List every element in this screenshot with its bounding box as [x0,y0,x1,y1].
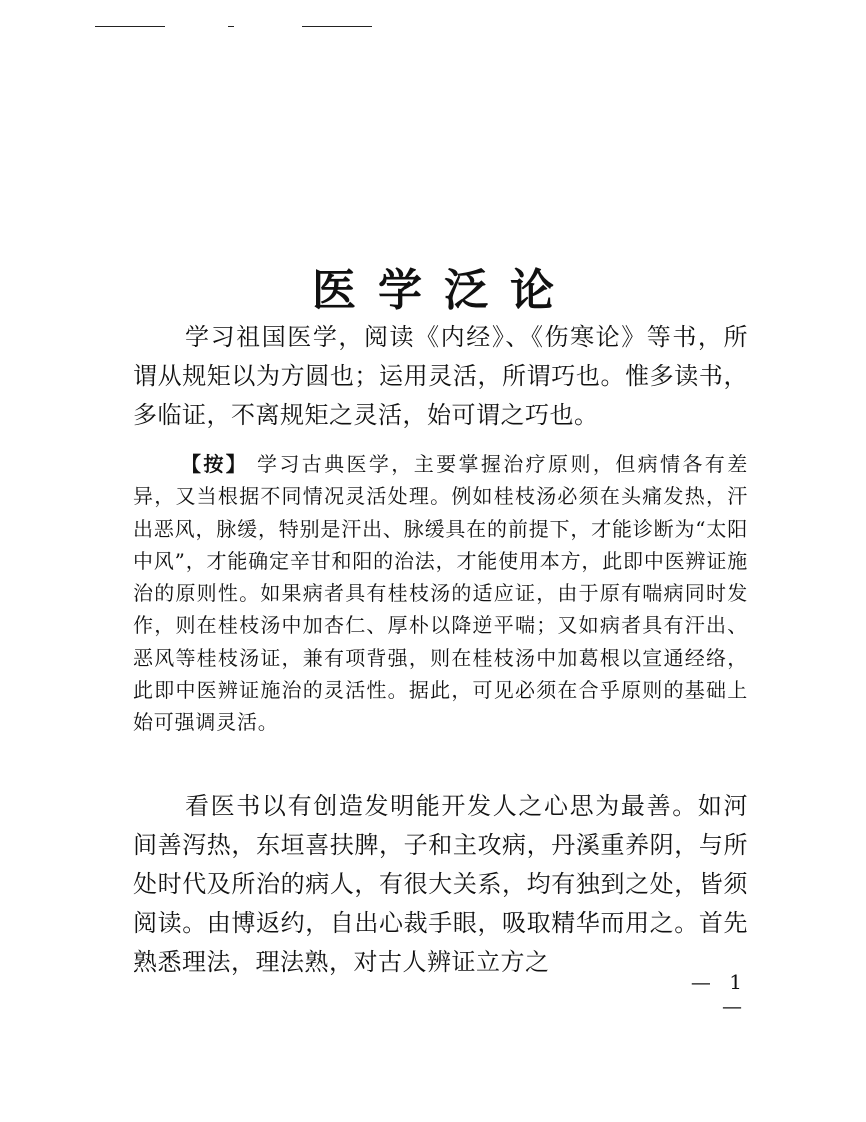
page-number: — 1 — [690,970,748,1018]
note-paragraph [133,448,748,739]
paragraph-1: 学习祖国医学，阅读《内经》、《伤寒论》等书，所谓从规矩以为方圆也；运用灵活，所谓巧也。惟多读书，多临证，不离规矩之灵活，始可谓之巧也。 [133,323,748,429]
header-rule [95,26,165,27]
paragraph-3: 看医书以有创造发明能开发人之心思为最善。如河间善泻热，东垣喜扶脾，子和主攻病，丹溪重养阴，与所处时代及所治的病人，有很大关系，均有独到之处，皆须阅读。由博返约，自出心裁手眼，吸取精华而用之。首先熟悉理法，理法熟，对古人辨证立方之 [133,792,748,976]
header-rule [228,26,234,27]
page-title: 医学泛论 [312,265,576,317]
header-rule [302,26,372,27]
note-text: 学习古典医学，主要掌握治疗原则，但病情各有差异，又当根据不同情况灵活处理。例如桂枝汤必须在头痛发热，汗出恶风，脉缓，特别是汗出、脉缓具在的前提下，才能诊断为“太阳中风”，才能确定辛甘和阳的治法，才能使用本方，此即中医辨证施治的原则性。如果病者具有桂枝汤的适应证，由于原有喘病同时发作，则在桂枝汤中加杏仁、厚朴以降逆平喘；又如病者具有汗出、恶风等桂枝汤证，兼有项背强，则在桂枝汤中加葛根以宣通经络，此即中医辨证施治的灵活性。据此，可见必须在合乎原则的基础上始可强调灵活。 [133,452,748,735]
note-label: 【按】 [181,452,249,476]
